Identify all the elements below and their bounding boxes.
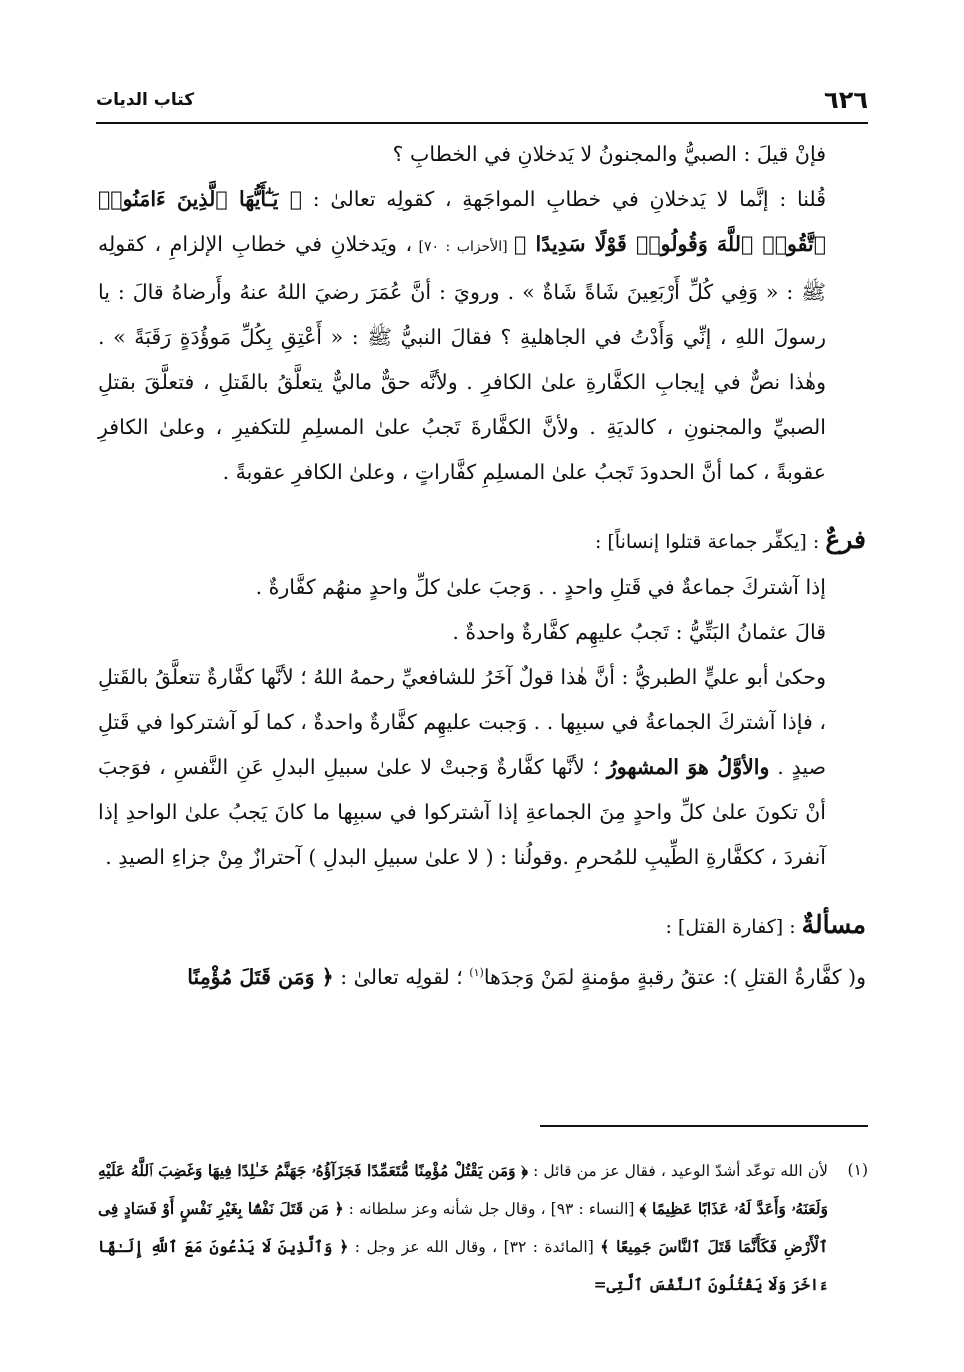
- main-text: [98, 132, 866, 1000]
- citation-ahzab: [الأحزاب : ٧٠]: [412, 239, 515, 255]
- section-gap: [98, 880, 866, 902]
- far-heading: [98, 517, 866, 565]
- footnote-citation-nisa: [النساء : ٩٣] ،: [535, 1200, 640, 1218]
- footnote-text-b: وقال جل شأنه وعز سلطانه :: [343, 1200, 536, 1218]
- quran-verse-ahzab: ﴿ يَـٰٓأَيُّهَا ٱلَّذِينَ ءَامَنُوا۟ ٱتَّقُوا۟ ٱللَّهَ وَقُولُوا۟ قَوْلًا سَدِيدًا ﴾: [98, 187, 826, 256]
- far-paragraph-1: إذا آشتركَ جماعةٌ في قَتلِ واحدٍ . . وَجبَ علىٰ كلِّ واحدٍ منهُم كفَّارةٌ .: [255, 575, 826, 599]
- section-gap: [98, 495, 866, 517]
- reply-text-1: قُلنا : إنَّما لا يَدخلانِ في خطابِ المواجَهةِ ، كقولِه تعالىٰ :: [302, 187, 826, 211]
- footnote-body: [98, 1152, 868, 1304]
- far-p3-bold: والأوَّلُ هوَ المشهورُ: [606, 755, 770, 779]
- footnote-quran-maida: ﴿ مَن قَتَلَ نَفْسًۢا بِغَيْرِ نَفْسٍ أَوْ فَسَادٍ فِى ٱلْأَرْضِ فَكَأَنَّمَا قَتَلَ ٱلنَّاسَ جَمِيعًا ﴾: [98, 1199, 829, 1256]
- masala-paragraph: [98, 950, 866, 1000]
- objection-paragraph: فإنْ قيلَ : الصبيُّ والمجنونُ لا يَدخلانِ في الخطابِ ؟: [392, 142, 826, 166]
- footnote-text-a: لأن الله توعّد أشدّ الوعيد ، فقال عز من قائل :: [528, 1162, 829, 1180]
- far-title: : [يكفِّر جماعة قتلوا إنساناً] :: [594, 531, 826, 553]
- reply-text-2: ، ويَدخلانِ في خطابِ الإلزامِ ، كقولِه ﷺ : « وَفِي كُلِّ أَرْبَعِينَ شَاةً شَاةٌ » . ورويَ : أنَّ عُمَرَ رضيَ اللهُ عنهُ وأَرضاهُ قالَ : يا رسولَ اللهِ ، إنِّي وَأَدْتُ في الجاهليةِ ؟ فقالَ النبيُّ ﷺ : « أَعْتِقِ بِكُلِّ مَوؤُدَةٍ رَقَبَةً » . وهٰذا نصٌّ في إيجابِ الكفَّارةِ علىٰ الكافرِ . ولأنَّه حقٌّ ماليٌّ يتعلَّقُ بالقَتلِ ، فتعلَّقَ بقتلِ الصبيِّ والمجنونِ ، كالديَةِ . ولأنَّ الكفَّارةَ تَجبُ علىٰ المسلِمِ للتكفيرِ ، وعلىٰ الكافرِ عقوبةً ، كما أنَّ الحدودَ تَجبُ علىٰ المسلِمِ كفَّاراتٍ ، وعلىٰ الكافرِ عقوبةً .: [98, 232, 826, 484]
- running-title: كتاب الديات: [96, 90, 195, 110]
- masala-label: مسألةٌ: [801, 910, 866, 939]
- page-header: [96, 82, 868, 118]
- far-paragraph-2: قالَ عثمانُ البَتِّيُّ : تَجبُ عليهِم كفَّارةٌ واحدةٌ .: [452, 620, 826, 644]
- far-label: فرعٌ: [825, 525, 866, 554]
- masala-heading: [98, 902, 866, 950]
- far-p3-text-a: وحكىٰ أبو عليٍّ الطبريُّ : أنَّ هٰذا قولٌ آخَرُ للشافعيِّ رحمهُ اللهُ ؛ لأنَّها كفَّارةٌ تتعلَّقُ بالقَتلِ ، فإذا آشتركَ الجماعةُ في سببِها . . وَجبت عليهِم كفَّارةٌ واحدةٌ ، كما لَو آشتركوا في قَتلِ صيدٍ .: [98, 665, 827, 779]
- footnote-divider: [540, 1125, 868, 1127]
- footnote-text-c: وقال الله عز وجل :: [348, 1238, 486, 1256]
- footnote-number: (١): [847, 1161, 868, 1179]
- footnote-reference: (١): [469, 966, 484, 979]
- header-divider: [96, 122, 868, 124]
- footnote-citation-maida: [المائدة : ٣٢] ،: [485, 1238, 601, 1256]
- masala-text-b: ؛ لقولِه تعالىٰ :: [333, 964, 470, 989]
- masala-text-a: و( كفَّارةُ القتلِ ): عتقُ رقبةٍ مؤمنةٍ لمَنْ وَجدَها: [483, 964, 866, 989]
- footnotes: [98, 1152, 868, 1304]
- masala-title: : [كفارة القتل] :: [665, 916, 802, 938]
- page-number: ٦٢٦: [824, 86, 868, 114]
- footnote-quran-nisa: ﴿ وَمَن يَقْتُلْ مُؤْمِنًا مُّتَعَمِّدًا فَجَزَآؤُهُۥ جَهَنَّمُ خَـٰلِدًا فِيهَا وَغَضِبَ ٱللَّهُ عَلَيْهِ وَلَعَنَهُۥ وَأَعَدَّ لَهُۥ عَذَابًا عَظِيمًا ﴾: [98, 1161, 829, 1218]
- far-p3-text-b: ؛ لأنَّها كفَّارةٌ وَجبتْ لا علىٰ سبيلِ البدلِ عَنِ النَّفسِ ، فوَجبَ أنْ تكونَ علىٰ كلِّ واحدٍ مِنَ الجماعةِ إذا آشتركوا في سببِها ما كانَ يَجبُ علىٰ الواحدِ إذا آنفردَ ، ككفَّارةِ الطِّيبِ للمُحرمِ .وقولُنا : ( لا علىٰ سبيلِ البدلِ ) آحترازٌ مِنْ جزاءِ الصيدِ .: [98, 755, 826, 869]
- quran-verse-start: ﴿ وَمَن قَتَلَ مُؤْمِنًا: [187, 964, 334, 989]
- far-paragraph-3: [98, 655, 866, 880]
- footnote-quran-furqan: ﴿ وَٱلَّذِينَ لَا يَدْعُونَ مَعَ ٱللَّهِ إِلَـٰهًا ءَاخَرَ وَلَا يَقْتُلُونَ ٱلنَّفْسَ ٱلَّتِى=: [98, 1237, 828, 1294]
- reply-paragraph: [98, 177, 866, 495]
